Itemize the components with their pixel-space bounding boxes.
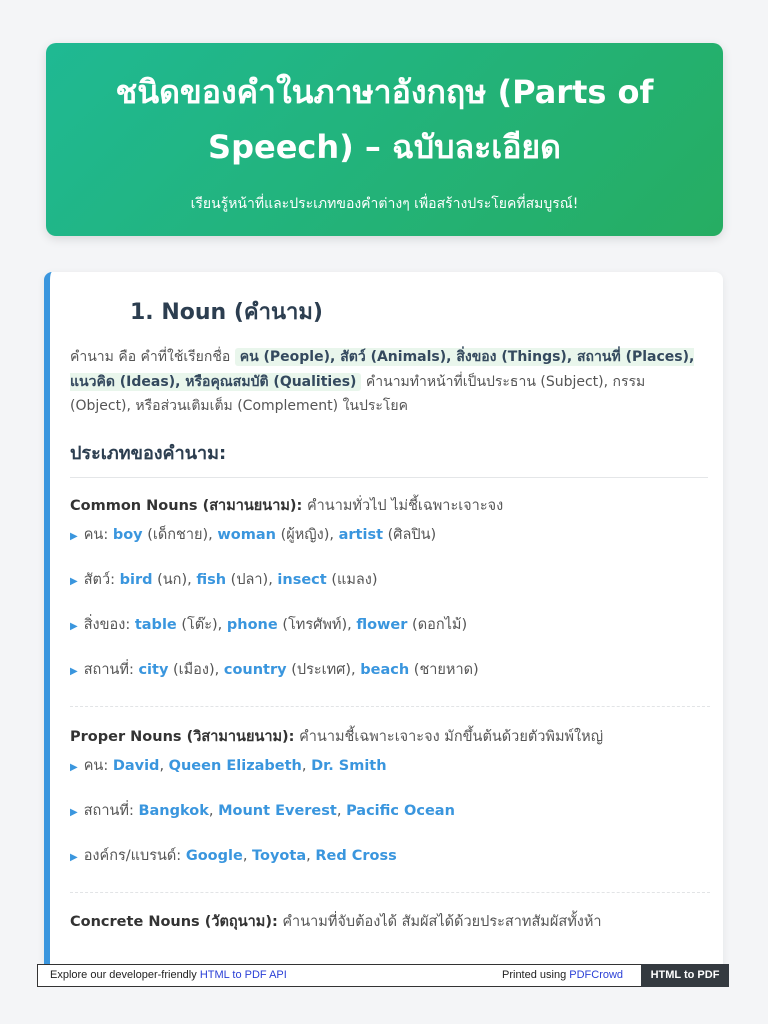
- example-word: Queen Elizabeth: [168, 758, 302, 774]
- example-word: phone: [226, 617, 278, 633]
- example-translation: (โทรศัพท์),: [277, 617, 357, 633]
- common-nouns-group: [70, 496, 710, 678]
- list-item: [70, 846, 397, 868]
- page-title: ชนิดของคำในภาษาอังกฤษ (Parts of Speech) – ฉบับละเอียด: [115, 73, 654, 166]
- common-nouns-term: Common Nouns (สามานยนาม):: [70, 498, 303, 514]
- example-translation: (โต๊ะ),: [176, 617, 227, 633]
- triangle-right-icon: ▶: [70, 576, 78, 587]
- example-word: woman: [217, 527, 276, 543]
- list-item: [70, 525, 436, 547]
- header-banner: [46, 43, 723, 236]
- example-word: Bangkok: [138, 803, 209, 819]
- item-label: สัตว์:: [83, 572, 120, 588]
- example-word: beach: [360, 662, 410, 678]
- concrete-nouns-group: [70, 912, 710, 932]
- list-item: [70, 570, 378, 592]
- example-word: artist: [338, 527, 384, 543]
- intro-text-end: คำนามทำหน้าที่เป็นประธาน (Subject), กรรม (Object), หรือส่วนเติมเต็ม (Complement) ในประโยค: [70, 373, 646, 414]
- concrete-nouns-heading: [70, 912, 710, 932]
- example-word: flower: [356, 617, 408, 633]
- example-word: country: [223, 662, 287, 678]
- footer-left: [50, 969, 287, 981]
- pdfcrowd-link[interactable]: PDFCrowd: [569, 969, 624, 981]
- separator: ,: [306, 848, 316, 864]
- proper-nouns-group: [70, 727, 710, 864]
- example-word: city: [138, 662, 169, 678]
- example-word: Google: [185, 848, 243, 864]
- example-translation: (แมลง): [326, 572, 378, 588]
- divider: [70, 706, 710, 707]
- intro-highlight: คน (People), สัตว์ (Animals), สิ่งของ (Things), สถานที่ (Places), แนวคิด (Ideas), หรือคุณสมบัติ (Qualities): [70, 349, 695, 390]
- triangle-right-icon: ▶: [70, 852, 78, 863]
- noun-types-heading: ประเภทของคำนาม:: [70, 438, 708, 478]
- item-label: องค์กร/แบรนด์:: [83, 848, 186, 864]
- separator: ,: [301, 758, 312, 774]
- item-label: สถานที่:: [83, 662, 139, 678]
- list-item: [70, 660, 479, 682]
- example-translation: (ผู้หญิง),: [275, 527, 339, 543]
- common-nouns-heading: [70, 496, 710, 516]
- item-label: คน:: [83, 758, 113, 774]
- example-translation: (เด็กชาย),: [142, 527, 218, 543]
- example-word: bird: [119, 572, 153, 588]
- example-translation: (ประเทศ),: [286, 662, 361, 678]
- example-translation: (เมือง),: [168, 662, 224, 678]
- page-subtitle: เรียนรู้หน้าที่และประเภทของคำต่างๆ เพื่อสร้างประโยคที่สมบูรณ์!: [190, 196, 579, 212]
- item-label: สิ่งของ:: [83, 617, 135, 633]
- proper-nouns-desc: คำนามชี้เฉพาะเจาะจง มักขึ้นต้นด้วยตัวพิมพ์ใหญ่: [294, 729, 604, 745]
- example-translation: (นก),: [152, 572, 197, 588]
- example-translation: (ชายหาด): [409, 662, 479, 678]
- example-word: insect: [277, 572, 327, 588]
- section-intro: [70, 345, 710, 419]
- concrete-nouns-term: Concrete Nouns (วัตถุนาม):: [70, 914, 278, 930]
- example-word: Toyota: [252, 848, 307, 864]
- example-word: Mount Everest: [218, 803, 337, 819]
- html-to-pdf-button[interactable]: HTML to PDF: [641, 964, 729, 987]
- item-label: สถานที่:: [83, 803, 139, 819]
- triangle-right-icon: ▶: [70, 621, 78, 632]
- list-item: [70, 756, 387, 778]
- example-word: Red Cross: [315, 848, 397, 864]
- example-word: boy: [112, 527, 143, 543]
- pdf-footer-bar: [37, 964, 729, 987]
- section-title: 1. Noun (คำนาม): [130, 300, 323, 325]
- separator: ,: [208, 803, 219, 819]
- proper-nouns-term: Proper Nouns (วิสามานยนาม):: [70, 729, 295, 745]
- intro-text: คำนาม คือ คำที่ใช้เรียกชื่อ: [70, 349, 235, 365]
- noun-section-card: [44, 272, 723, 972]
- footer-right-text: Printed using: [502, 969, 570, 981]
- common-nouns-desc: คำนามทั่วไป ไม่ชี้เฉพาะเจาะจง: [302, 498, 504, 514]
- triangle-right-icon: ▶: [70, 762, 78, 773]
- separator: ,: [336, 803, 347, 819]
- list-item: [70, 615, 467, 637]
- example-translation: (ศิลปิน): [383, 527, 437, 543]
- triangle-right-icon: ▶: [70, 531, 78, 542]
- item-label: คน:: [83, 527, 113, 543]
- divider: [70, 892, 710, 893]
- example-word: Dr. Smith: [311, 758, 387, 774]
- concrete-nouns-desc: คำนามที่จับต้องได้ สัมผัสได้ด้วยประสาทสัมผัสทั้งห้า: [277, 914, 602, 930]
- triangle-right-icon: ▶: [70, 807, 78, 818]
- proper-nouns-heading: [70, 727, 710, 747]
- example-word: fish: [196, 572, 227, 588]
- footer-right: [502, 969, 623, 981]
- list-item: [70, 801, 455, 823]
- footer-left-text: Explore our developer-friendly: [50, 969, 200, 981]
- example-translation: (ดอกไม้): [407, 617, 468, 633]
- example-translation: (ปลา),: [226, 572, 278, 588]
- example-word: table: [134, 617, 177, 633]
- html-to-pdf-api-link[interactable]: HTML to PDF API: [199, 969, 287, 981]
- example-word: Pacific Ocean: [346, 803, 455, 819]
- triangle-right-icon: ▶: [70, 666, 78, 677]
- example-word: David: [112, 758, 160, 774]
- separator: ,: [242, 848, 253, 864]
- separator: ,: [159, 758, 169, 774]
